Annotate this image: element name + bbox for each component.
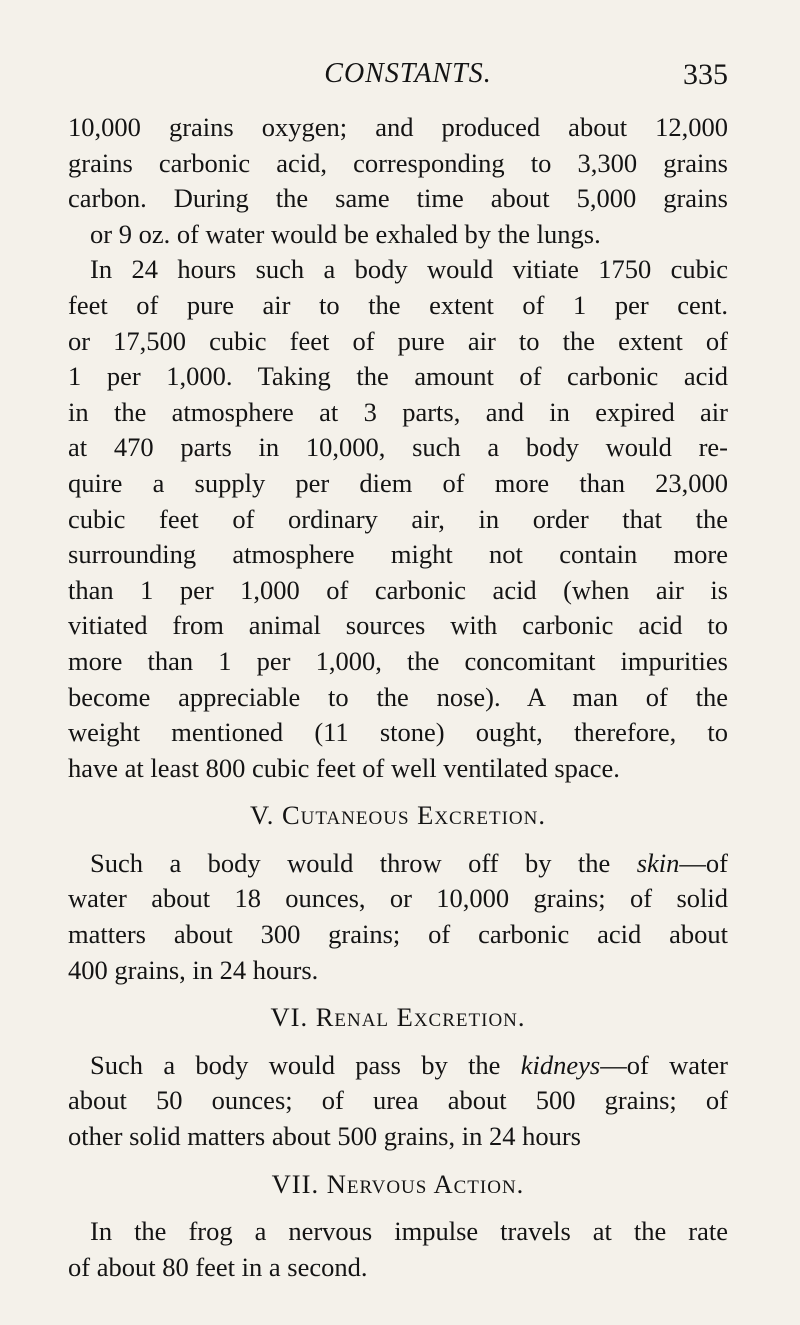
paragraph-vitiation	[68, 252, 728, 786]
text-line	[68, 846, 728, 882]
text-run: —of water	[600, 1049, 728, 1080]
text-line: In 24 hours such a body would vitiate 1750 cubic	[90, 254, 728, 285]
text-line: In the frog a nervous impulse travels at the rate	[90, 1216, 728, 1247]
paragraph-kidneys	[68, 1048, 728, 1155]
text-line: or 17,500 cubic feet of pure air to the extent of	[68, 325, 728, 356]
text-line: 1 per 1,000. Taking the amount of carbonic acid	[68, 361, 728, 392]
text-line: have at least 800 cubic feet of well ventilated space.	[68, 752, 620, 783]
text-line: or 9 oz. of water would be exhaled by the lungs.	[90, 218, 601, 249]
text-line: in the atmosphere at 3 parts, and in expired air	[68, 396, 728, 427]
text-line: water about 18 ounces, or 10,000 grains; of solid	[68, 883, 728, 914]
text-line: become appreciable to the nose). A man of the	[68, 681, 728, 712]
text-line: carbon. During the same time about 5,000 grains	[68, 183, 728, 214]
paragraph-skin	[68, 846, 728, 988]
text-line: feet of pure air to the extent of 1 per cent.	[68, 289, 728, 320]
text-line	[68, 1048, 728, 1084]
text-run: —of	[679, 847, 728, 878]
text-line: weight mentioned (11 stone) ought, therefore, to	[68, 717, 728, 748]
section-heading-nervous-action: VII. Nervous Action.	[271, 1168, 525, 1199]
text-line: 400 grains, in 24 hours.	[68, 954, 319, 985]
text-line: grains carbonic acid, corresponding to 3,300 grains	[68, 147, 728, 178]
italic-term-skin: skin	[636, 847, 680, 878]
text-line: vitiated from animal sources with carbonic acid to	[68, 610, 728, 641]
text-line: than 1 per 1,000 of carbonic acid (when air is	[68, 574, 728, 605]
text-line: matters about 300 grains; of carbonic acid about	[68, 919, 728, 950]
text-line: at 470 parts in 10,000, such a body would re-	[68, 432, 728, 463]
paragraph-oxygen-carbonic	[68, 110, 728, 252]
section-heading-cutaneous-excretion: V. Cutaneous Excretion.	[250, 800, 546, 831]
italic-term-kidneys: kidneys	[520, 1049, 601, 1080]
text-line: 10,000 grains oxygen; and produced about 12,000	[68, 112, 728, 142]
text-line: of about 80 feet in a second.	[68, 1251, 368, 1282]
paragraph-nervous-impulse	[68, 1214, 728, 1285]
text-line: surrounding atmosphere might not contain more	[68, 539, 728, 570]
page-body	[68, 110, 728, 1285]
text-line: more than 1 per 1,000, the concomitant impurities	[68, 645, 728, 676]
running-title: CONSTANTS.	[324, 58, 492, 89]
section-heading-renal-excretion: VI. Renal Excretion.	[270, 1002, 526, 1033]
text-run: Such a body would throw off by the	[90, 847, 637, 878]
text-line: cubic feet of ordinary air, in order that the	[68, 503, 728, 534]
text-line: quire a supply per diem of more than 23,000	[68, 467, 728, 498]
text-line: about 50 ounces; of urea about 500 grains; of	[68, 1085, 728, 1116]
running-head	[68, 58, 728, 98]
text-run: Such a body would pass by the	[90, 1049, 521, 1080]
text-line: other solid matters about 500 grains, in 24 hours	[68, 1121, 581, 1152]
page-number: 335	[683, 58, 728, 91]
